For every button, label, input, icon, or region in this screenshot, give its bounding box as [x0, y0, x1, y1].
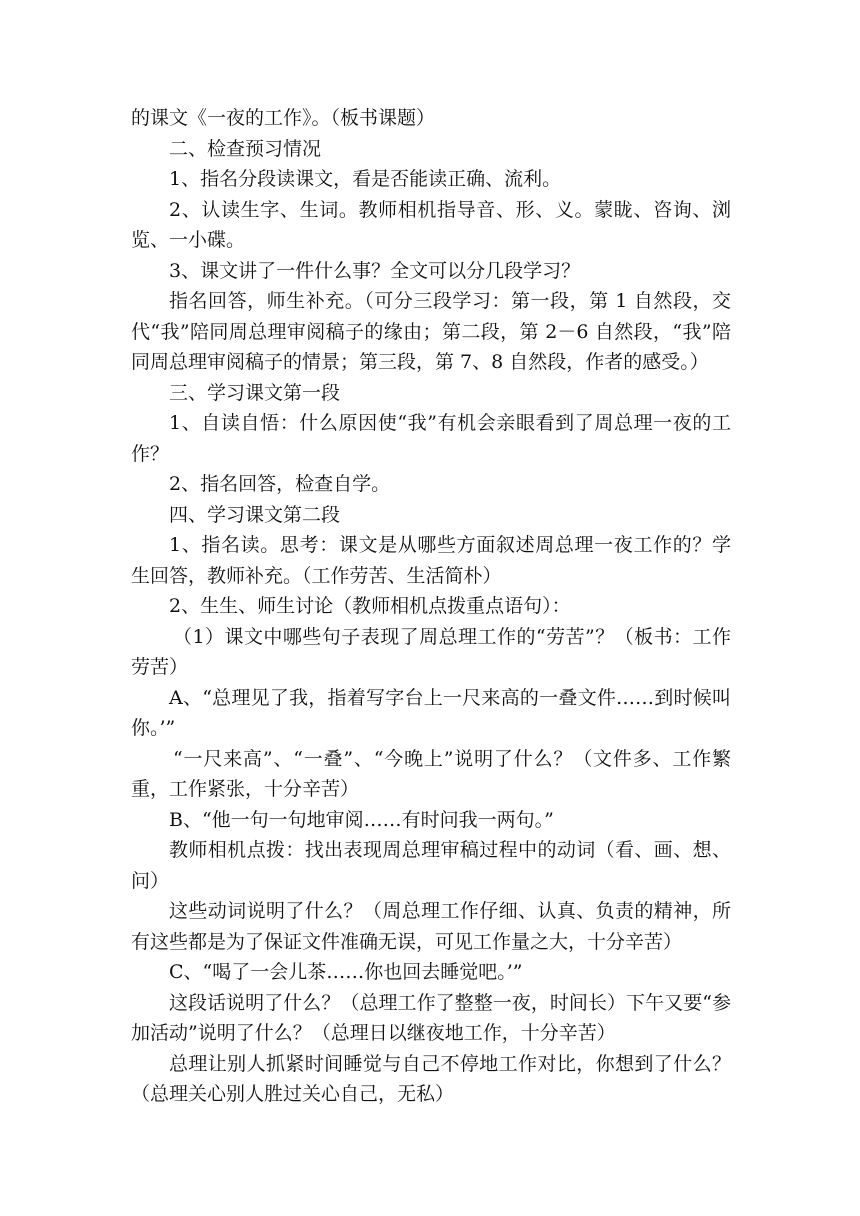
paragraph: 指名回答，师生补充。（可分三段学习：第一段，第 1 自然段，交代“我”陪同周总理审阅稿子的缘由；第二段，第 2－6 自然段，“我”陪同周总理审阅稿子的情景；第三段，第 7、8 自然段，作者的感受。）: [131, 290, 731, 373]
paragraph: 这段话说明了什么？（总理工作了整整一夜，时间长）下午又要“参加活动”说明了什么？（总理日以继夜地工作，十分辛苦）: [131, 991, 731, 1044]
paragraph: 2、生生、师生讨论（教师相机点拨重点语句）：: [169, 595, 571, 617]
paragraph: 2、认读生字、生词。教师相机指导音、形、义。蒙眬、咨询、浏览、一小碟。: [131, 198, 731, 251]
document-body: [131, 103, 731, 1110]
section-heading-first-part: 三、学习课文第一段: [169, 381, 341, 404]
paragraph: 这些动词说明了什么？（周总理工作仔细、认真、负责的精神，所有这些都是为了保证文件准确无误，可见工作量之大，十分辛苦）: [131, 900, 731, 953]
paragraph: 2、指名回答，检查自学。: [169, 473, 391, 495]
paragraph: （1）课文中哪些句子表现了周总理工作的“劳苦”？（板书：工作劳苦）: [131, 625, 731, 678]
quote-paragraph-c: C、“喝了一会儿茶……你也回去睡觉吧。’”: [169, 961, 523, 983]
paragraph: 教师相机点拨：找出表现周总理审稿过程中的动词（看、画、想、问）: [131, 839, 731, 892]
quote-paragraph-b: B、“他一句一句地审阅……有时问我一两句。”: [169, 808, 554, 831]
quote-paragraph-a: A、“总理见了我，指着写字台上一尺来高的一叠文件……到时候叫你。’”: [131, 686, 731, 739]
paragraph: 总理让别人抓紧时间睡觉与自己不停地工作对比，你想到了什么？（总理关心别人胜过关心自己，无私）: [131, 1052, 731, 1105]
paragraph: “一尺来高”、“一叠”、“今晚上”说明了什么？（文件多、工作繁重，工作紧张，十分辛苦）: [131, 747, 731, 800]
paragraph: 3、课文讲了一件什么事？全文可以分几段学习？: [169, 259, 581, 282]
section-heading-second-part: 四、学习课文第二段: [169, 503, 341, 526]
paragraph-continuation: 的课文《一夜的工作》。（板书课题）: [131, 107, 436, 129]
paragraph: 1、指名读。思考：课文是从哪些方面叙述周总理一夜工作的？学生回答，教师补充。（工作劳苦、生活简朴）: [131, 534, 731, 587]
paragraph: 1、指名分段读课文，看是否能读正确、流利。: [169, 168, 562, 190]
section-heading-preview-check: 二、检查预习情况: [169, 137, 322, 160]
paragraph: 1、自读自悟：什么原因使“我”有机会亲眼看到了周总理一夜的工作？: [131, 412, 731, 465]
